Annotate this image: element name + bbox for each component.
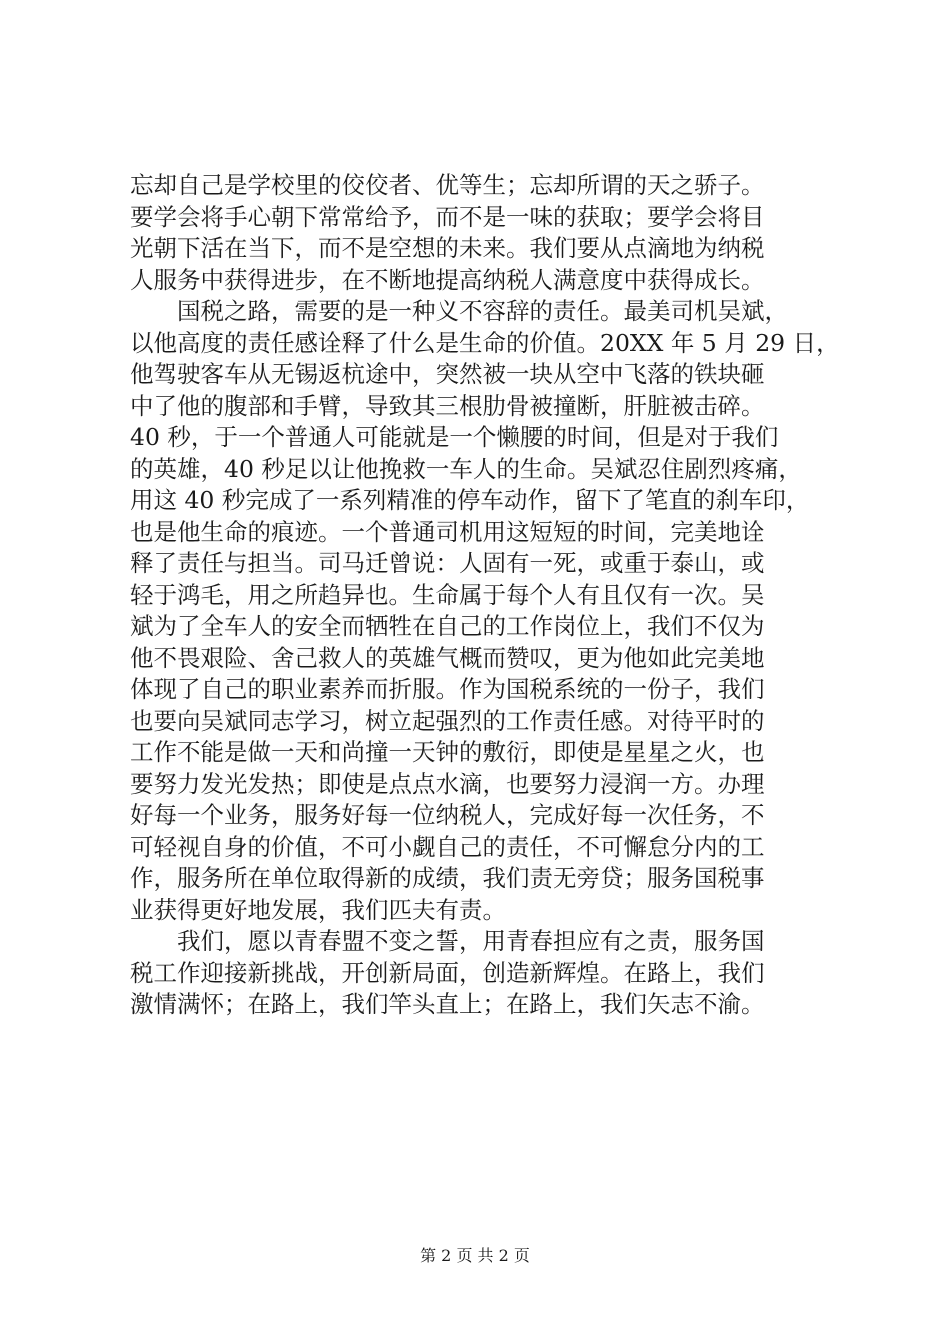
- text-line: 光朝下活在当下，而不是空想的未来。我们要从点滴地为纳税: [130, 234, 765, 262]
- text-line: 国税之路，需要的是一种义不容辞的责任。最美司机吴斌，: [177, 297, 788, 325]
- text-line: 好每一个业务，服务好每一位纳税人，完成好每一次任务，不: [130, 801, 765, 829]
- document-body: [130, 170, 840, 1021]
- text-line: 斌为了全车人的安全而牺牲在自己的工作岗位上，我们不仅为: [130, 612, 765, 640]
- text-line: 要学会将手心朝下常常给予，而不是一味的获取；要学会将目: [130, 202, 765, 231]
- text-line: 用这 40 秒完成了一系列精准的停车动作，留下了笔直的刹车印，: [130, 486, 810, 514]
- text-line: 也是他生命的痕迹。一个普通司机用这短短的时间，完美地诠: [130, 517, 765, 546]
- text-line: 业获得更好地发展，我们匹夫有责。: [130, 895, 506, 924]
- text-line: 作，服务所在单位取得新的成绩，我们责无旁贷；服务国税事: [130, 864, 765, 892]
- text-line: 轻于鸿毛，用之所趋异也。生命属于每个人有且仅有一次。吴: [130, 580, 765, 609]
- text-line: 我们，愿以青春盟不变之誓，用青春担应有之责，服务国: [177, 927, 765, 955]
- text-line: 激情满怀；在路上，我们竿头直上；在路上，我们矢志不渝。: [130, 990, 765, 1018]
- text-line: 可轻视自身的价值，不可小觑自己的责任，不可懈怠分内的工: [130, 832, 765, 861]
- text-line: 的英雄，40 秒足以让他挽救一车人的生命。吴斌忍住剧烈疼痛，: [130, 454, 802, 483]
- text-line: 释了责任与担当。司马迁曾说：人固有一死，或重于泰山，或: [130, 549, 765, 577]
- text-line: 体现了自己的职业素养而折服。作为国税系统的一份子，我们: [130, 675, 765, 703]
- text-line: 以他高度的责任感诠释了什么是生命的价值。20XX 年 5 月 29 日，: [130, 328, 840, 357]
- text-line: 他不畏艰险、舍己救人的英雄气概而赞叹，更为他如此完美地: [130, 643, 765, 672]
- text-line: 工作不能是做一天和尚撞一天钟的敷衍，即使是星星之火，也: [130, 738, 765, 766]
- text-line: 中了他的腹部和手臂，导致其三根肋骨被撞断，肝脏被击碎。: [130, 391, 765, 420]
- text-line: 税工作迎接新挑战，开创新局面，创造新辉煌。在路上，我们: [130, 958, 765, 987]
- text-line: 要努力发光发热；即使是点点水滴，也要努力浸润一方。办理: [130, 769, 765, 798]
- text-line: 他驾驶客车从无锡返杭途中，突然被一块从空中飞落的铁块砸: [130, 360, 765, 388]
- text-line: 忘却自己是学校里的佼佼者、优等生；忘却所谓的天之骄子。: [130, 171, 765, 199]
- text-line: 人服务中获得进步，在不断地提高纳税人满意度中获得成长。: [130, 265, 765, 294]
- text-line: 也要向吴斌同志学习，树立起强烈的工作责任感。对待平时的: [130, 706, 765, 735]
- text-line: 40 秒，于一个普通人可能就是一个懒腰的时间，但是对于我们: [130, 423, 779, 451]
- page-footer: 第 2 页 共 2 页: [420, 1246, 530, 1265]
